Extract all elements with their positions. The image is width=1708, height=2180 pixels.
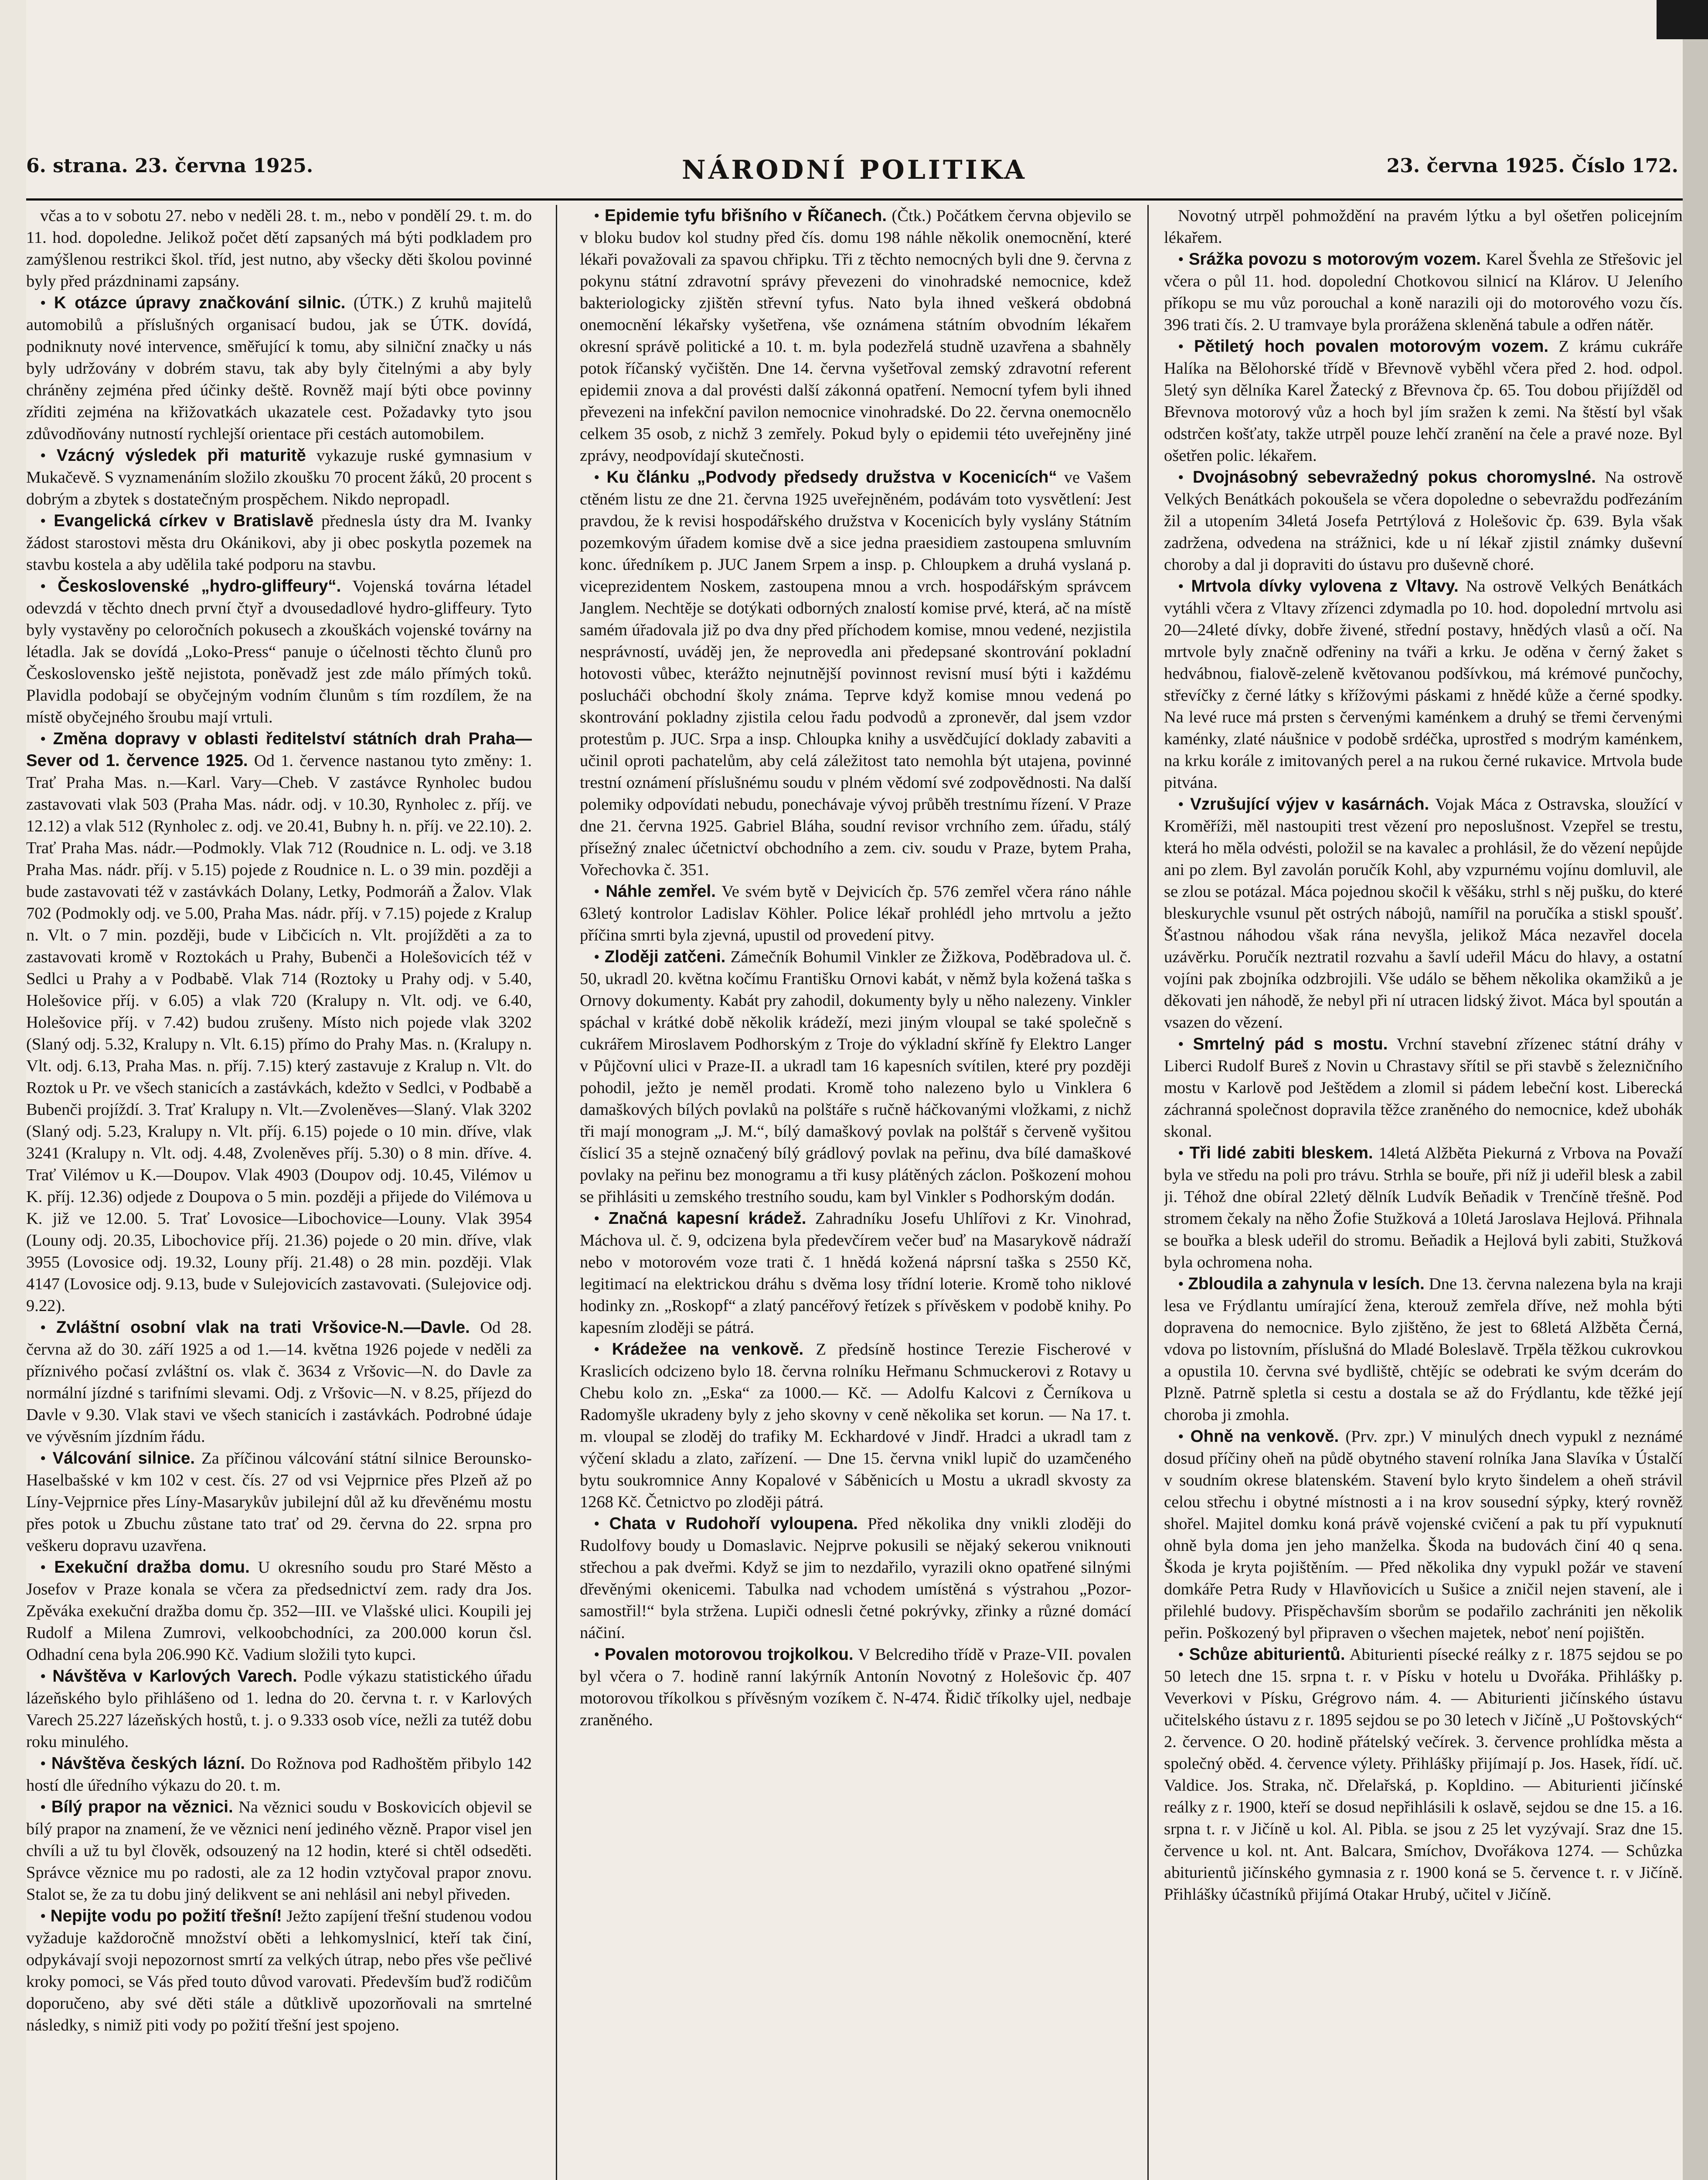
masthead-title: NÁRODNÍ POLITIKA <box>682 155 1027 185</box>
page-header <box>26 155 1683 196</box>
article-paragraph: • Bílý prapor na věznici. Na věznici soudu v Boskovicích objevil se bílý prapor na znamení, že ve věznici není jediného vězně. Prapor visel jen chvíli a už tu byl člověk, odsouzený na 12 hodin, které si chtěl odseděti. Správce věznice mu po radosti, ale za 12 hodin vztyčoval prapor znovu. Stalot se, že za tu dobu jiný delikvent se ani nehlásil ani nebyl přiveden. <box>26 1798 532 1904</box>
article-headline: Zloději zatčeni. <box>604 947 726 966</box>
article-body: Zahradníku Josefu Uhlířovi z Kr. Vinohrad, Máchova ul. č. 9, odcizena byla předevčírem večer buď na Masarykově nádraží nebo v motorovém voze trati č. 1 hnědá kožená náprsní taška s 2550 Kč, legitimací na elektrickou dráhu s dvěma losy třídní loterie. Kromě toho niklové hodinky zn. „Roskopf“ a zlatý pancéřový řetízek s přívěskem v podobě knihy. Po kapesním zloději se pátrá. <box>580 1209 1131 1337</box>
article-paragraph: • Zvláštní osobní vlak na trati Vršovice-N.—Davle. Od 28. června až do 30. září 1925 a od 1.—14. května 1926 pojede v neděli za příznivého počasí zvláštní os. vlak č. 3634 z Vršovic—N. do Davle za normální jízdné s tarifními slevami. Odj. z Vršovic—N. v 8.25, příjezd do Davle v 9.30. Vlak stavi ve všech stanicích i zastávkách. Podrobné údaje ve vývěsním jízdním řádu. <box>26 1318 532 1446</box>
article-headline: Bílý prapor na věznici. <box>51 1798 233 1816</box>
article-paragraph <box>1164 205 1683 249</box>
article-paragraph: • Zbloudila a zahynula v lesích. Dne 13. června nalezena byla na kraji lesa ve Frýdlantu umírající žena, kterouž zemřela dříve, než mohla býti dopravena do nemocnice. Bylo zjištěno, že jest to 68letá Alžběta Černá, vdova po listovním, příslušná do Mladé Boleslavě. Trpěla těžkou cukrovkou a opustila 10. června své bydliště, chtějíc se odebrati ke svým dcerám do Plzně. Patrně spletla si cestu a dostala se až do Frýdlantu, kde těžké její choroba ji zmohla. <box>1164 1274 1683 1424</box>
article-paragraph: • Návštěva v Karlových Varech. Podle výkazu statistického úřadu lázeňského bylo přihlášeno od 1. ledna do 20. června t. r. v Karlových Varech 25.227 lázeňských hostů, t. j. o 9.333 osob více, nežli za tutéž dobu roku minulého. <box>26 1667 532 1751</box>
article-paragraph: • Návštěva českých lázní. Do Rožnova pod Radhoštěm přibylo 142 hostí dle úředního výkazu do 20. t. m. <box>26 1754 532 1795</box>
newspaper-page <box>26 0 1683 2180</box>
article-headline: Exekuční dražba domu. <box>54 1558 250 1577</box>
article-headline: Srážka povozu s motorovým vozem. <box>1188 250 1481 269</box>
article-body: Vrchní stavební zřízenec státní dráhy v Liberci Rudolf Bureš z Novin u Chrastavy sřítil se při stavbě s železničního mostu v Karlově pod Ještědem a zlomil si pádem lebeční kost. Liberecká záchranná společnost dopravila těžce zraněného do nemocnice, kdež ubohák skonal. <box>1164 1035 1683 1141</box>
article-paragraph: • Vzácný výsledek při maturitě vykazuje ruské gymnasium v Mukačevě. S vyznamenáním složilo zkoušku 70 procent žáků, 20 procent s dobrým a zbytek s dostatečným prospěchem. Nikdo nepropadl. <box>26 446 532 508</box>
column-3 <box>1164 205 1683 2180</box>
article-body: (ÚTK.) Z kruhů majitelů automobilů a příslušných organisací budou, jak se ÚTK. dovídá, podniknuty nové intervence, směřující k tomu, aby silniční značky u nás byly udržovány v dobrém stavu, tak aby byly čitelnými a aby byly chráněny zejména před účinky deště. Rovněž mají býti obce povinny zříditi zejména na křižovatkách ukazatele cest. Požadavky tyto jsou zdůvodňovány nutností rychlejší orientace při cestách automobilem. <box>26 294 532 443</box>
article-headline: Krádežee na venkově. <box>612 1340 804 1359</box>
article-body: ve Vašem ctěném listu ze dne 21. června 1925 uveřejněném, podávám toto vysvětlení: Jest pravdou, že k revisi hospodářského družstva v Kocenicích byly vyslány Státním pozemkovým úřadem komise dvě a sice jedna praesidiem zastoupena smluvním konc. úředníkem p. JUC Janem Srpem a insp. p. Chloupkem a druhá vyslaná p. viceprezidentem Noskem, zastoupena mnou a vrch. hospodářským správcem Janglem. Nechtěje se dotýkati odborných znalostí komise prvé, která, ač na místě samém úřadovala již po dva dny před příchodem komise, mnou vedené, nezjistila nesprávností, uváděj jen, že neprovedla ani předepsané skontrování pokladní hotovosti vůbec, kterážto nejnutnější povinnost revisní musí býti i každému poslucháči obchodní školy známa. Teprve když komise mnou vedená po skontrování pokladny zjistila celou řadu podvodů a zpronevěr, dal jsem vzdor protestům p. JUC. Srpa a insp. Chloupka knihy a usvědčující doklady zabaviti a učinil oproti pachatelům, aby celá záležitost tato nemohla být utajena, povinné trestní oznámení příslušnému soudu v plném vědomí své zodpovědnosti. Na další polemiky odpovídati nebudu, ponechávaje vývoj průběh trestnímu řízení. V Praze dne 21. června 1925. Gabriel Bláha, soudní revisor vrchního zem. úřadu, stálý přísežný znalec účetnictví obchodního a zem. civ. soudu v Praze, bytem Praha, Vořechovka č. 351. <box>580 468 1131 879</box>
article-paragraph: • Zloději zatčeni. Zámečník Bohumil Vinkler ze Žižkova, Poděbradova ul. č. 50, ukradl 20. května kočímu Františku Ornovi kabát, v němž byla kožená taška s Ornovy dokumenty. Kabát pry zahodil, dokumenty byly u něho nalezeny. Vinkler spáchal v krátké době několik krádeží, mezi jiným vloupal se také společně s cukrářem Miroslavem Podhorským z Troje do výkladní skříně fy Elektro Langer v Půjčovní ulici v Praze-II. a ukradl tam 16 kapesních svítilen, které pry později pohodil, ježto je neměl prodati. Kromě toho nalezeno bylo u Vinklera 6 damaškových bílých povlaků na polštáře s ručně háčkovanými vložkami, z nichž tři mají monogram „J. M.“, bílý damaškový povlak na polštář s červeně vyšitou číslicí 35 a stejně označený bílý grádlový povlak na peřinu, dva bílé damaškové povlaky na peřinu bez monogramu a tři kusy plátěných záclon. Poškození mohou se přihlásiti u zemského trestního soudu, kam byl Vinkler s Podhorským dodán. <box>580 947 1131 1206</box>
article-headline: Válcování silnice. <box>52 1449 195 1468</box>
article-paragraph: • Epidemie tyfu břišního v Říčanech. (Čtk.) Počátkem června objevilo se v bloku budov kol studny před čís. domu 198 náhle několik onemocnění, které lékaři považovali za spavou chřipku. Tři z těchto nemocných byli dne 9. června z pokynu státní zdravotní správy převezeni do vinohradské nemocnice, kdež bakteriologicky zjištěn střevní tyfus. Nato byla ihned veškerá obdobná onemocnění lékařsky vyšetřena, vše oznámena státním obvodním lékařem okresní správě politické a 10. t. m. byla podezřelá studně uzavřena a sbahněly potok říčanský vyčištěn. Dne 14. června vyšetřoval zemský zdravotní referent epidemii znova a dal provésti další zákonná opatření. Nemocní tyfem byli ihned převezeni na infekční pavilon nemocnice vinohradské. Do 22. června onemocnělo celkem 35 osob, z nichž 3 zemřely. Pokud byly o epidemii této uveřejněny jiné zprávy, neodpovídají skutečnosti. <box>580 206 1131 465</box>
article-body: Z krámu cukráře Halíka na Bělohorské třídě v Břevnově vyběhl včera před 2. hod. odpol. 5letý syn dělníka Karel Žatecký z Břevnova čp. 65. Tou dobou přijížděl od Břevnova motorový vůz a hoch byl jím sražen k zemi. Na štěstí byl však odstrčen košťaty, takže utrpěl pouze lehčí zranění na čele a pravé noze. Byl ošetřen polic. lékařem. <box>1164 337 1683 465</box>
article-headline: Ohně na venkově. <box>1190 1427 1339 1446</box>
column-divider <box>1147 205 1149 2180</box>
issue-date-number: 23. června 1925. Číslo 172. <box>1386 155 1678 177</box>
article-headline: Chata v Rudohoří vyloupena. <box>609 1514 858 1533</box>
article-body: Ježto zapíjení třešní studenou vodou vyžaduje každoročně množství oběti a lehkomyslnicí, kteří tak činí, odpykávají svoji nepozornost smrtí za velkých útrap, nebo přes vše pečlivé kroky pomoci, se Vás před touto důvod varovati. Především buďž rodičům doporučeno, aby své děti stále a důtklivě upozorňovali na smrtelné následky, s nimiž piti vody po požití třešní jest spojeno. <box>26 1907 532 2034</box>
article-body: Podle výkazu statistického úřadu lázeňského bylo přihlášeno od 1. ledna do 20. června t. r. v Karlových Varech 25.227 lázeňských hostů, t. j. o 9.333 osob více, nežli za tutéž dobu roku minulého. <box>26 1667 532 1751</box>
article-headline: Československé „hydro-gliffeury“. <box>58 577 341 596</box>
article-body: přednesla ústy dra M. Ivanky žádost starostovi města dru Okánikovi, aby ji obec poskytla pozemek na stavbu kostela a aby udělila také podporu na stavbu. <box>26 512 532 574</box>
article-paragraph: • Československé „hydro-gliffeury“. Vojenská továrna létadel odevzdá v těchto dnech první čtyř a dvousedadlové hydro-gliffeury. Tyto byly vystavěny po celoročních pokusech a zkouškách vojenské továrny na létadla. Jak se dovídá „Loko-Press“ panuje o účelnosti těchto člunů pro Československo ještě nejistota, poněvadž jest zde málo přímých toků. Plavidla podobají se obyčejným vodním člunům s tím rozdílem, že na místě obyčejného šroubu mají vrtuli. <box>26 577 532 726</box>
article-headline: Značná kapesní krádež. <box>608 1209 806 1228</box>
article-headline: Povalen motorovou trojkolkou. <box>604 1645 854 1664</box>
article-paragraph: • Ku článku „Podvody předsedy družstva v Kocenicích“ ve Vašem ctěném listu ze dne 21. června 1925 uveřejněném, podávám toto vysvětlení: Jest pravdou, že k revisi hospodářského družstva v Kocenicích byly vyslány Státním pozemkovým úřadem komise dvě a sice jedna praesidiem zastoupena smluvním konc. úředníkem p. JUC Janem Srpem a insp. p. Chloupkem a druhá vyslaná p. viceprezidentem Noskem, zastoupena mnou a vrch. hospodářským správcem Janglem. Nechtěje se dotýkati odborných znalostí komise prvé, která, ač na místě samém úřadovala již po dva dny před příchodem komise, mnou vedené, nezjistila nesprávností, uváděj jen, že neprovedla ani předepsané skontrování pokladní hotovosti vůbec, kterážto nejnutnější povinnost revisní musí býti i každému poslucháči obchodní školy známa. Teprve když komise mnou vedená po skontrování pokladny zjistila celou řadu podvodů a zpronevěr, dal jsem vzdor protestům p. JUC. Srpa a insp. Chloupka knihy a usvědčující doklady zabaviti a učinil oproti pachatelům, aby celá záležitost tato nemohla být utajena, povinné trestní oznámení příslušnému soudu v plném vědomí své zodpovědnosti. Na další polemiky odpovídati nebudu, ponechávaje vývoj průběh trestnímu řízení. V Praze dne 21. června 1925. Gabriel Bláha, soudní revisor vrchního zem. úřadu, stálý přísežný znalec účetnictví obchodního a zem. civ. soudu v Praze, bytem Praha, Vořechovka č. 351. <box>580 468 1131 879</box>
article-body: Před několika dny vnikli zloději do Rudolfovy boudy u Domaslavic. Nejprve pokusili se nějaký sekerou vniknouti střechou a pak dveřmi. Když se jim to nezdařilo, vyrazili okno opatřené silnými dřevěnými okenicemi. Tabulka nad vchodem umístěná s výstrahou „Pozor-samostřil!“ byla stržena. Lupiči odnesli četné pokrývky, zřinky a různé domácí náčiní. <box>580 1515 1131 1642</box>
article-headline: Dvojnásobný sebevražedný pokus choromyslné. <box>1192 468 1596 487</box>
article-headline: Tři lidé zabiti bleskem. <box>1189 1144 1373 1162</box>
article-headline: Náhle zemřel. <box>606 882 716 901</box>
article-paragraph: • Nepijte vodu po požití třešní! Ježto zapíjení třešní studenou vodou vyžaduje každoročně množství oběti a lehkomyslnicí, kteří tak činí, odpykávají svoji nepozornost smrtí za velkých útrap, nebo přes vše pečlivé kroky pomoci, se Vás před touto důvod varovati. Především buďž rodičům doporučeno, aby své děti stále a důtklivě upozorňovali na smrtelné následky, s nimiž piti vody po požití třešní jest spojeno. <box>26 1907 532 2034</box>
article-body: Vojak Máca z Ostravska, sloužící v Kroměříži, měl nastoupiti trest vězení pro neposlušnost. Vzepřel se trestu, která ho měla odvésti, položil se na kavalec a prohlásil, že do vězení nepůjde ani po zlem. Byl zavolán poručík Kohl, aby vzpurnému vojínu domluvil, ale se zlou se potázal. Máca pojednou skočil k věšáku, strhl s něj pušku, do které bleskurychle vsunul pět ostrých nábojů, namířil na poručíka a stiskl spoušť. Šťastnou náhodou však rána nevyšla, jelikož Máca nezavřel docela uzávěrku. Poručík neztratil rozvahu a šavlí udeřil Mácu do hlavy, a ostatní vojíni pak zbojníka odzbrojili. Vše událo se během několika okamžiků a je děkovati jen náhodě, že nebyl při ní utracen lidský život. Máca byl spoután a vsazen do vězení. <box>1164 795 1683 1032</box>
article-body: (Čtk.) Počátkem června objevilo se v bloku budov kol studny před čís. domu 198 náhle několik onemocnění, které lékaři považovali za spavou chřipku. Tři z těchto nemocných byli dne 9. června z pokynu státní zdravotní správy převezeni do vinohradské nemocnice, kdež bakteriologicky zjištěn střevní tyfus. Nato byla ihned veškerá obdobná onemocnění lékařsky vyšetřena, vše oznámena státním obvodním lékařem okresní správě politické a 10. t. m. byla podezřelá studně uzavřena a sbahněly potok říčanský vyčištěn. Dne 14. června vyšetřoval zemský zdravotní referent epidemii znova a dal provésti další zákonná opatření. Nemocní tyfem byli ihned převezeni na infekční pavilon nemocnice vinohradské. Do 22. června onemocnělo celkem 35 osob, z nichž 3 zemřely. Pokud byly o epidemii této uveřejněny jiné zprávy, neodpovídají skutečnosti. <box>580 207 1131 465</box>
article-paragraph: • Srážka povozu s motorovým vozem. Karel Švehla ze Střešovic jel včera o půl 11. hod. dopolední Chotkovou silnicí na Klárov. U Jeleního příkopu se mu vůz porouchal a koně narazili oji do motorového vozu čís. 396 trati čís. 2. U tramvaye byla prorážena skleněná tabule a odřen nátěr. <box>1164 250 1683 334</box>
article-headline: Návštěva českých lázní. <box>51 1754 245 1773</box>
article-body: (Prv. zpr.) V minulých dnech vypukl z neznámé dosud příčiny oheň na půdě obytného stavení rolníka Jana Slavíka v Ústalčí v soudním okrese blatenském. Stavení bylo kryto šindelem a oheň strávil celou střechu i obytné místnosti a i na krov sousední sýpky, který rovněž shořel. Majitel domku koná právě vojenské cvičení a pak tu pří vypuknutí ohně byla doma jen jeho manželka. Škoda na budovách činí 40 q sena. Škoda je kryta pojištěním. — Před několika dny vypukl požár ve stavení domkáře Petra Rudy v Hlavňovicích u Sušice a zničil nejen stavení, ale i přilehlé budovy. Přispěchavším sborům se podařilo zachrániti jen několik peřin. Poškozený byl připraven o všechen majetek, neboť není pojištěn. <box>1164 1427 1683 1642</box>
article-paragraph: • Vzrušující výjev v kasárnách. Vojak Máca z Ostravska, sloužící v Kroměříži, měl nastoupiti trest vězení pro neposlušnost. Vzepřel se trestu, která ho měla odvésti, položil se na kavalec a prohlásil, že do vězení nepůjde ani po zlem. Byl zavolán poručík Kohl, aby vzpurnému vojínu domluvil, ale se zlou se potázal. Máca pojednou skočil k věšáku, strhl s něj pušku, do které bleskurychle vsunul pět ostrých nábojů, namířil na poručíka a stiskl spoušť. Šťastnou náhodou však rána nevyšla, jelikož Máca nezavřel docela uzávěrku. Poručík neztratil rozvahu a šavlí udeřil Mácu do hlavy, a ostatní vojíni pak zbojníka odzbrojili. Vše událo se během několika okamžiků a je děkovati jen náhodě, že nebyl při ní utracen lidský život. Máca byl spoután a vsazen do vězení. <box>1164 795 1683 1032</box>
article-body: Karel Švehla ze Střešovic jel včera o půl 11. hod. dopolední Chotkovou silnicí na Klárov. U Jeleního příkopu se mu vůz porouchal a koně narazili oji do motorového vozu čís. 396 trati čís. 2. U tramvaye byla prorážena skleněná tabule a odřen nátěr. <box>1164 250 1683 334</box>
article-paragraph: • Válcování silnice. Za příčinou válcování státní silnice Berounsko-Haselbašské v km 102 v cest. čís. 27 od vsi Vejprnice přes Plzeň až po Líny-Vejprnice přes Líny-Masarykův jubilejní důl až ku dřevěnému mostu přes potok u Zbuchu zůstane tato trať od 29. června do 22. srpna pro veškeru dopravu uzavřena. <box>26 1449 532 1555</box>
article-paragraph: • Změna dopravy v oblasti ředitelství státních drah Praha—Sever od 1. července 1925. Od 1. července nastanou tyto změny: 1. Trať Praha Mas. n.—Karl. Vary—Cheb. V zastávce Rynholec budou zastavovati vlak 503 (Praha Mas. nádr. odj. v 10.30, Rynholec z. příj. ve 12.12) a vlak 512 (Rynholec z. odj. ve 20.41, Bubny h. n. příj. ve 22.10). 2. Trať Praha Mas. nádr.—Podmokly. Vlak 712 (Roudnice n. L. odj. ve 3.18 Praha Mas. nádr. příj. v 5.15) pojede z Roudnice n. L. o 39 min. později a bude zastavovati též v zastávkách Dolany, Letky, Podmoráň a Žalov. Vlak 702 (Podmokly odj. ve 5.00, Praha Mas. nádr. příj. v 7.15) pojede z Kralup n. Vlt. o 7 min. později, bude v Libčicích n. Vlt. projížděti a za to zastavovati kromě v Roztokách u Prahy, Bubenči a Holešovicích též v Sedlci u Prahy a v Podbabě. Vlak 714 (Roztoky u Prahy odj. v 5.40, Holešovice příj. v 6.05) a vlak 720 (Kralupy n. Vlt. odj. ve 6.40, Holešovice příj. v 7.42) budou zrušeny. Místo nich pojede vlak 3202 (Slaný odj. 5.32, Kralupy n. Vlt. 6.15) přímo do Prahy Mas. n. (Kralupy n. Vlt. odj. 6.13, Praha Mas. n. příj. 7.15) který zastavuje z Kralup n. Vlt. do Roztok u Pr. ve všech stanicích a zastávkách, kdežto v Sedlci, v Podbabě a Bubenči projíždí. 3. Trať Kralupy n. Vlt.—Zvoleněves—Slaný. Vlak 3202 (Slaný odj. 5.23, Kralupy n. Vlt. příj. 6.15) pojede o 10 min. dříve, vlak 3241 (Kralupy n. Vlt. odj. 4.48, Zvoleněves příj. 5.30) o 8 min. dříve. 4. Trať Vilémov u K.—Doupov. Vlak 4903 (Doupov odj. 10.45, Vilémov u K. příj. 12.36) odjede z Doupova o 5 min. později a přijede do Vilémova u K. již ve 12.00. 5. Trať Lovosice—Libochovice—Louny. Vlak 3954 (Louny odj. 20.35, Libochovice příj. 21.36) pojede o 20 min. dříve, vlak 3955 (Lovosice odj. 19.32, Louny příj. 21.48) o 28 min. později. Vlak 4147 (Lovosice odj. 9.13, bude v Sulejovicích zastavovati. (Sulejovice odj. 9.22). <box>26 729 532 1315</box>
article-headline: Zbloudila a zahynula v lesích. <box>1188 1274 1425 1293</box>
article-headline: Ku článku „Podvody předsedy družstva v Kocenicích“ <box>606 468 1057 487</box>
article-body: Vojenská továrna létadel odevzdá v těchto dnech první čtyř a dvousedadlové hydro-gliffeury. Tyto byly vystavěny po celoročních pokusech a zkouškách vojenské továrny na létadla. Jak se dovídá „Loko-Press“ panuje o účelnosti těchto člunů pro Československo ještě nejistota, poněvadž jest zde málo přímých toků. Plavidla podobají se obyčejným vodním člunům s tím rozdílem, že na místě obyčejného šroubu mají vrtuli. <box>26 577 532 726</box>
article-paragraph: • Tři lidé zabiti bleskem. 14letá Alžběta Piekurná z Vrbova na Považí byla ve středu na poli pro trávu. Strhla se bouře, při níž ji udeřil blesk a zabil ji. Téhož dne obíral 22letý dělník Ludvík Beňadik v Trenčíně třešně. Pod stromem čekaly na něho Žofie Stužková a 10letá Jaroslava Hejlová. Přihnala se bouřka a blesk udeřil do stromu. Beňadik a Hejlová byli zabiti, Stužková byla ochromena noha. <box>1164 1144 1683 1271</box>
article-headline: Zvláštní osobní vlak na trati Vršovice-N.—Davle. <box>56 1318 470 1337</box>
column-divider <box>556 205 557 2180</box>
article-paragraph: • Povalen motorovou trojkolkou. V Belcrediho třídě v Praze-VII. povalen byl včera o 7. hodině ranní lakýrník Antonín Novotný z Holešovic čp. 407 motorovou tříkolkou s přívěsným vozíkem č. N-474. Řidič tříkolky ujel, nedbaje zraněného. <box>580 1645 1131 1729</box>
article-paragraph <box>26 205 532 292</box>
article-paragraph: • Krádežee na venkově. Z předsíně hostince Terezie Fischerové v Kraslicích odcizeno bylo 18. června rolníku Heřmanu Schmuckerovi z Rotavy u Chebu kolo zn. „Eska“ za 1000.— Kč. — Adolfu Kalcovi z Černíkova u Radomyšle ukradeny byly z jeho skovny v ceně několika set korun. — Na 17. t. m. vloupal se zloděj do trafiky M. Eckhardové v Jindř. Hradci a ukradl tam z výčení skladu a zlato, zařízení. — Dne 15. června vnikl lupič do uzamčeného bytu soukromnice Anny Kopalové v Sáběnicích u Mostu a ukradl skvosty za 1268 Kč. Četnictvo po zloději pátrá. <box>580 1340 1131 1511</box>
article-body: Dne 13. června nalezena byla na kraji lesa ve Frýdlantu umírající žena, kterouž zemřela dříve, než mohla býti dopravena do nemocnice. Bylo zjištěno, že jest to 68letá Alžběta Černá, vdova po listovním, příslušná do Mladé Boleslavě. Trpěla těžkou cukrovkou a opustila 10. června své bydliště, chtějíc se odebrati ke svým dcerám do Plzně. Patrně spletla si cestu a dostala se až do Frýdlantu, kde těžké její choroba ji zmohla. <box>1164 1275 1683 1424</box>
article-paragraph: • Značná kapesní krádež. Zahradníku Josefu Uhlířovi z Kr. Vinohrad, Máchova ul. č. 9, odcizena byla předevčírem večer buď na Masarykově nádraží nebo v motorovém voze trati č. 1 hnědá kožená náprsní taška s 2550 Kč, legitimací na elektrickou dráhu s dvěma losy třídní loterie. Kromě toho niklové hodinky zn. „Roskopf“ a zlatý pancéřový řetízek s přívěskem v podobě knihy. Po kapesním zloději se pátrá. <box>580 1209 1131 1337</box>
article-body: 14letá Alžběta Piekurná z Vrbova na Považí byla ve středu na poli pro trávu. Strhla se bouře, při níž ji udeřil blesk a zabil ji. Téhož dne obíral 22letý dělník Ludvík Beňadik v Trenčíně třešně. Pod stromem čekaly na něho Žofie Stužková a 10letá Jaroslava Hejlová. Přihnala se bouřka a blesk udeřil do stromu. Beňadik a Hejlová byli zabiti, Stužková byla ochromena noha. <box>1164 1144 1683 1271</box>
article-body: U okresního soudu pro Staré Město a Josefov v Praze konala se včera za předsednictví zem. rady dra Jos. Zpěváka exekuční dražba domu čp. 352—III. ve Vlašské ulici. Koupili jej Rudolf a Milena Zumrovi, velkoobchodníci, za 200.000 korun čsl. Odhadní cena byla 206.990 Kč. Vadium složili tyto kupci. <box>26 1558 532 1664</box>
article-headline: Vzácný výsledek při maturitě <box>56 446 306 465</box>
article-paragraph: • K otázce úpravy značkování silnic. (ÚTK.) Z kruhů majitelů automobilů a příslušných organisací budou, jak se ÚTK. dovídá, podniknuty nové intervence, směřující k tomu, aby silniční značky u nás byly udržovány v dobrém stavu, tak aby byly čitelnými a aby byly chráněny zejména před účinky deště. Rovněž mají býti obce povinny zříditi zejména na křižovatkách ukazatele cest. Požadavky tyto jsou zdůvodňovány nutností rychlejší orientace při cestách automobilem. <box>26 293 532 443</box>
article-paragraph: • Smrtelný pád s mostu. Vrchní stavební zřízenec státní dráhy v Liberci Rudolf Bureš z Novin u Chrastavy sřítil se při stavbě s železničního mostu v Karlově pod Ještědem a zlomil si pádem lebeční kost. Liberecká záchranná společnost dopravila těžce zraněného do nemocnice, kdež ubohák skonal. <box>1164 1035 1683 1141</box>
article-headline: Nepijte vodu po požití třešní! <box>50 1907 282 1925</box>
article-body: Do Rožnova pod Radhoštěm přibylo 142 hostí dle úředního výkazu do 20. t. m. <box>26 1754 532 1795</box>
article-body: Od 28. června až do 30. září 1925 a od 1.—14. května 1926 pojede v neděli za příznivého počasí zvláštní os. vlak č. 3634 z Vršovic—N. do Davle za normální jízdné s tarifními slevami. Odj. z Vršovic—N. v 8.25, příjezd do Davle v 9.30. Vlak stavi ve všech stanicích i zastávkách. Podrobné údaje ve vývěsním jízdním řádu. <box>26 1318 532 1446</box>
article-body: Abiturienti písecké reálky z r. 1875 sejdou se po 50 letech dne 15. srpna t. r. v Písku v hotelu u Dvořáka. Přihlášky p. Veverkovi v Písku, Grégrovo nám. 4. — Abiturienti jičínského ústavu učitelského ústavu z r. 1895 sejdou se po 30 letech v Jičíně „U Poštovských“ 2. července. O 20. hodině přátelský večírek. 3. července prohlídka města a společný oběd. 4. července výlety. Přihlášky přijímají p. Jos. Hasek, řídí. uč. Valdice. Jos. Straka, nč. Dřelařská, p. Kopldino. — Abiturienti jičínské reálky z r. 1900, kteří se dosud nepřihlásili k oslavě, sejdou se dne 15. a 16. srpna t. r. v Jičíně u kol. Al. Pibla. se jsou z 25 let vyzývají. Sraz dne 15. července u kol. nt. Ant. Balcara, Smíchov, Dvořákova 1274. — Schůzka abiturientů jičínského gymnasia z r. 1900 koná se 5. července t. r. v Jičíně. Přihlášky účastníků přijímá Otakar Hrubý, učitel v Jičíně. <box>1164 1645 1683 1904</box>
article-paragraph: • Pětiletý hoch povalen motorovým vozem. Z krámu cukráře Halíka na Bělohorské třídě v Břevnově vyběhl včera před 2. hod. odpol. 5letý syn dělníka Karel Žatecký z Břevnova čp. 65. Tou dobou přijížděl od Břevnova motorový vůz a hoch byl jím sražen k zemi. Na štěstí byl však odstrčen košťaty, takže utrpěl pouze lehčí zranění na čele a pravé noze. Byl ošetřen polic. lékařem. <box>1164 337 1683 465</box>
article-body: Na věznici soudu v Boskovicích objevil se bílý prapor na znamení, že ve věznici není jediného vězně. Prapor visel jen chvíli a už tu byl člověk, odsouzený na 12 hodin, které si chtěl odseděti. Správce věznice mu po radosti, ale za 12 hodin vztyčoval prapor znovu. Stalot se, že za tu dobu jiný delikvent se ani nehlásil ani nebyl přiveden. <box>26 1798 532 1904</box>
page-edge-strip <box>1683 0 1708 2180</box>
article-body: Za příčinou válcování státní silnice Berounsko-Haselbašské v km 102 v cest. čís. 27 od vsi Vejprnice přes Plzeň až po Líny-Vejprnice přes Líny-Masarykův jubilejní důl až ku dřevěnému mostu přes potok u Zbuchu zůstane tato trať od 29. června do 22. srpna pro veškeru dopravu uzavřena. <box>26 1449 532 1555</box>
article-body: Od 1. července nastanou tyto změny: 1. Trať Praha Mas. n.—Karl. Vary—Cheb. V zastávce Rynholec budou zastavovati vlak 503 (Praha Mas. nádr. odj. v 10.30, Rynholec z. příj. ve 12.12) a vlak 512 (Rynholec z. odj. ve 20.41, Bubny h. n. příj. ve 22.10). 2. Trať Praha Mas. nádr.—Podmokly. Vlak 712 (Roudnice n. L. odj. ve 3.18 Praha Mas. nádr. příj. v 5.15) pojede z Roudnice n. L. o 39 min. později a bude zastavovati též v zastávkách Dolany, Letky, Podmoráň a Žalov. Vlak 702 (Podmokly odj. ve 5.00, Praha Mas. nádr. příj. v 7.15) pojede z Kralup n. Vlt. o 7 min. později, bude v Libčicích n. Vlt. projížděti a za to zastavovati kromě v Roztokách u Prahy, Bubenči a Holešovicích též v Sedlci u Prahy a v Podbabě. Vlak 714 (Roztoky u Prahy odj. v 5.40, Holešovice příj. v 6.05) a vlak 720 (Kralupy n. Vlt. odj. ve 6.40, Holešovice příj. v 7.42) budou zrušeny. Místo nich pojede vlak 3202 (Slaný odj. 5.32, Kralupy n. Vlt. 6.15) přímo do Prahy Mas. n. (Kralupy n. Vlt. odj. 6.13, Praha Mas. n. příj. 7.15) který zastavuje z Kralup n. Vlt. do Roztok u Pr. ve všech stanicích a zastávkách, kdežto v Sedlci, v Podbabě a Bubenči projíždí. 3. Trať Kralupy n. Vlt.—Zvoleněves—Slaný. Vlak 3202 (Slaný odj. 5.23, Kralupy n. Vlt. příj. 6.15) pojede o 10 min. dříve, vlak 3241 (Kralupy n. Vlt. odj. 4.48, Zvoleněves příj. 5.30) o 8 min. dříve. 4. Trať Vilémov u K.—Doupov. Vlak 4903 (Doupov odj. 10.45, Vilémov u K. příj. 12.36) odjede z Doupova o 5 min. později a přijede do Vilémova u K. již ve 12.00. 5. Trať Lovosice—Libochovice—Louny. Vlak 3954 (Louny odj. 20.35, Libochovice příj. 21.36) pojede o 20 min. dříve, vlak 3955 (Lovosice odj. 19.32, Louny příj. 21.48) o 28 min. později. Vlak 4147 (Lovosice odj. 9.13, bude v Sulejovicích zastavovati. (Sulejovice odj. 9.22). <box>26 752 532 1315</box>
article-headline: K otázce úpravy značkování silnic. <box>54 293 346 312</box>
page-corner-shadow <box>1657 0 1708 39</box>
article-headline: Epidemie tyfu břišního v Říčanech. <box>604 206 887 225</box>
article-paragraph: • Exekuční dražba domu. U okresního soudu pro Staré Město a Josefov v Praze konala se včera za předsednictví zem. rady dra Jos. Zpěváka exekuční dražba domu čp. 352—III. ve Vlašské ulici. Koupili jej Rudolf a Milena Zumrovi, velkoobchodníci, za 200.000 korun čsl. Odhadní cena byla 206.990 Kč. Vadium složili tyto kupci. <box>26 1558 532 1664</box>
article-headline: Smrtelný pád s mostu. <box>1193 1035 1388 1053</box>
article-paragraph: • Ohně na venkově. (Prv. zpr.) V minulých dnech vypukl z neznámé dosud příčiny oheň na půdě obytného stavení rolníka Jana Slavíka v Ústalčí v soudním okrese blatenském. Stavení bylo kryto šindelem a oheň strávil celou střechu i obytné místnosti a i na krov sousední sýpky, který rovněž shořel. Majitel domku koná právě vojenské cvičení a pak tu pří vypuknutí ohně byla doma jen jeho manželka. Škoda na budovách činí 40 q sena. Škoda je kryta pojištěním. — Před několika dny vypukl požár ve stavení domkáře Petra Rudy v Hlavňovicích u Sušice a zničil nejen stavení, ale i přilehlé budovy. Přispěchavším sborům se podařilo zachrániti jen několik peřin. Poškozený byl připraven o všechen majetek, neboť není pojištěn. <box>1164 1427 1683 1642</box>
page-number-date: 6. strana. 23. června 1925. <box>26 155 313 177</box>
article-headline: Pětiletý hoch povalen motorovým vozem. <box>1194 337 1549 356</box>
article-body: vykazuje ruské gymnasium v Mukačevě. S vyznamenáním složilo zkoušku 70 procent žáků, 20 procent s dobrým a zbytek s dostatečným prospěchem. Nikdo nepropadl. <box>26 446 532 508</box>
article-body: Ve svém bytě v Dejvicích čp. 576 zemřel včera ráno náhle 63letý kontrolor Ladislav Köhler. Police lékař prohlédl jeho mrtvolu a ježto příčina smrti byla zjevná, upustil od provedení pitvy. <box>580 882 1131 944</box>
article-body: Z předsíně hostince Terezie Fischerové v Kraslicích odcizeno bylo 18. června rolníku Heřmanu Schmuckerovi z Rotavy u Chebu kolo zn. „Eska“ za 1000.— Kč. — Adolfu Kalcovi z Černíkova u Radomyšle ukradeny byly z jeho skovny v ceně několika set korun. — Na 17. t. m. vloupal se zloděj do trafiky M. Eckhardové v Jindř. Hradci a ukradl tam z výčení skladu a zlato, zařízení. — Dne 15. června vnikl lupič do uzamčeného bytu soukromnice Anny Kopalové v Sáběnicích u Mostu a ukradl skvosty za 1268 Kč. Četnictvo po zloději pátrá. <box>580 1340 1131 1511</box>
article-paragraph: • Evangelická církev v Bratislavě přednesla ústy dra M. Ivanky žádost starostovi města dru Okánikovi, aby ji obec poskytla pozemek na stavbu kostela a aby udělila také podporu na stavbu. <box>26 511 532 574</box>
article-body: Na ostrově Velkých Benátkách vytáhli včera z Vltavy zřízenci zdymadla po 10. hod. dopolední mrtvolu asi 20—24leté dívky, dobře živené, střední postavy, hnědých vlasů a očí. Na mrtvole byly značně odřeniny na tváři a krku. Je oděna v černý žaket s hedvábnou, fialově-zeleně květovanou podšívkou, má krémové punčochy, střevíčky z černé látky s křížovými páskami z hnědé kůže a černé spodky. Na levé ruce má prsten s červenými kaménkem a druhý se třemi červenými kaménky, zlaté náušnice v podobě srdéčka, uprostřed s modrým kaménkem, na krku korále z imitovaných perel a na rukou černé rukavice. Mrtvola bude pitvána. <box>1164 577 1683 792</box>
article-headline: Změna dopravy v oblasti ředitelství státních drah Praha—Sever od 1. července 1925. <box>26 729 532 770</box>
article-body: V Belcrediho třídě v Praze-VII. povalen byl včera o 7. hodině ranní lakýrník Antonín Novotný z Holešovic čp. 407 motorovou tříkolkou s přívěsným vozíkem č. N-474. Řidič tříkolky ujel, nedbaje zraněného. <box>580 1645 1131 1729</box>
article-paragraph: • Schůze abiturientů. Abiturienti písecké reálky z r. 1875 sejdou se po 50 letech dne 15. srpna t. r. v Písku v hotelu u Dvořáka. Přihlášky p. Veverkovi v Písku, Grégrovo nám. 4. — Abiturienti jičínského ústavu učitelského ústavu z r. 1895 sejdou se po 30 letech v Jičíně „U Poštovských“ 2. července. O 20. hodině přátelský večírek. 3. července prohlídka města a společný oběd. 4. července výlety. Přihlášky přijímají p. Jos. Hasek, řídí. uč. Valdice. Jos. Straka, nč. Dřelařská, p. Kopldino. — Abiturienti jičínské reálky z r. 1900, kteří se dosud nepřihlásili k oslavě, sejdou se dne 15. a 16. srpna t. r. v Jičíně u kol. Al. Pibla. se jsou z 25 let vyzývají. Sraz dne 15. července u kol. nt. Ant. Balcara, Smíchov, Dvořákova 1274. — Schůzka abiturientů jičínského gymnasia z r. 1900 koná se 5. července t. r. v Jičíně. Přihlášky účastníků přijímá Otakar Hrubý, učitel v Jičíně. <box>1164 1645 1683 1904</box>
column-1 <box>26 205 532 2180</box>
article-headline: Evangelická církev v Bratislavě <box>54 511 314 530</box>
header-rule <box>26 198 1683 201</box>
article-headline: Mrtvola dívky vylovena z Vltavy. <box>1191 577 1459 596</box>
article-body: Na ostrově Velkých Benátkách pokoušela se včera dopoledne o sebevraždu podřezáním žil a utopením 34letá Josefa Petrtýlová z Holešovic čp. 639. Byla však zadržena, odvedena na strážnici, kde u ní lékař zjistil známky duševní choroby a dal ji dopraviti do ústavu pro duševně choré. <box>1164 468 1683 574</box>
article-paragraph: • Náhle zemřel. Ve svém bytě v Dejvicích čp. 576 zemřel včera ráno náhle 63letý kontrolor Ladislav Köhler. Police lékař prohlédl jeho mrtvolu a ježto příčina smrti byla zjevná, upustil od provedení pitvy. <box>580 882 1131 944</box>
article-paragraph: • Mrtvola dívky vylovena z Vltavy. Na ostrově Velkých Benátkách vytáhli včera z Vltavy zřízenci zdymadla po 10. hod. dopolední mrtvolu asi 20—24leté dívky, dobře živené, střední postavy, hnědých vlasů a očí. Na mrtvole byly značně odřeniny na tváři a krku. Je oděna v černý žaket s hedvábnou, fialově-zeleně květovanou podšívkou, má krémové punčochy, střevíčky z černé látky s křížovými páskami z hnědé kůže a černé spodky. Na levé ruce má prsten s červenými kaménkem a druhý se třemi červenými kaménky, zlaté náušnice v podobě srdéčka, uprostřed s modrým kaménkem, na krku korále z imitovaných perel a na rukou černé rukavice. Mrtvola bude pitvána. <box>1164 577 1683 792</box>
article-headline: Schůze abiturientů. <box>1189 1645 1345 1664</box>
article-headline: Vzrušující výjev v kasárnách. <box>1190 795 1429 814</box>
article-body: včas a to v sobotu 27. nebo v neděli 28. t. m., nebo v pondělí 29. t. m. do 11. hod. dopoledne. Jelikož počet dětí zapsaných má býti podkladem pro zamýšlenou restrikci škol. tříd, jest nutno, aby všecky děti školou povinné byly před prázdninami zapsány. <box>26 207 532 290</box>
article-body: Zámečník Bohumil Vinkler ze Žižkova, Poděbradova ul. č. 50, ukradl 20. května kočímu Františku Ornovi kabát, v němž byla kožená taška s Ornovy dokumenty. Kabát pry zahodil, dokumenty byly u něho nalezeny. Vinkler spáchal v krátké době několik krádeží, mezi jiným vloupal se také společně s cukrářem Miroslavem Podhorským z Troje do výkladní skříně fy Elektro Langer v Půjčovní ulici v Praze-II. a ukradl tam 16 kapesních svítilen, které pry později pohodil, ježto je neměl prodati. Kromě toho nalezeno bylo u Vinklera 6 damaškových bílých povlaků na polštáře s ručně háčkovanými vložkami, z nichž tři mají monogram „J. M.“, bílý damaškový povlak na polštář s červeně vyšitou číslicí 35 a stejně označený bílý grádlový povlak na peřinu, dva bílé damaškové povlaky na peřinu bez monogramu a tři kusy plátěných záclon. Poškození mohou se přihlásiti u zemského trestního soudu, kam byl Vinkler s Podhorským dodán. <box>580 948 1131 1206</box>
article-paragraph: • Chata v Rudohoří vyloupena. Před několika dny vnikli zloději do Rudolfovy boudy u Domaslavic. Nejprve pokusili se nějaký sekerou vniknouti střechou a pak dveřmi. Když se jim to nezdařilo, vyrazili okno opatřené silnými dřevěnými okenicemi. Tabulka nad vchodem umístěná s výstrahou „Pozor-samostřil!“ byla stržena. Lupiči odnesli četné pokrývky, zřinky a různé domácí náčiní. <box>580 1514 1131 1642</box>
column-2 <box>580 205 1131 2180</box>
article-headline: Návštěva v Karlových Varech. <box>52 1667 297 1686</box>
article-paragraph: • Dvojnásobný sebevražedný pokus choromyslné. Na ostrově Velkých Benátkách pokoušela se včera dopoledne o sebevraždu podřezáním žil a utopením 34letá Josefa Petrtýlová z Holešovic čp. 639. Byla však zadržena, odvedena na strážnici, kde u ní lékař zjistil známky duševní choroby a dal ji dopraviti do ústavu pro duševně choré. <box>1164 468 1683 574</box>
article-body: Novotný utrpěl pohmoždění na pravém lýtku a byl ošetřen policejním lékařem. <box>1164 207 1683 247</box>
